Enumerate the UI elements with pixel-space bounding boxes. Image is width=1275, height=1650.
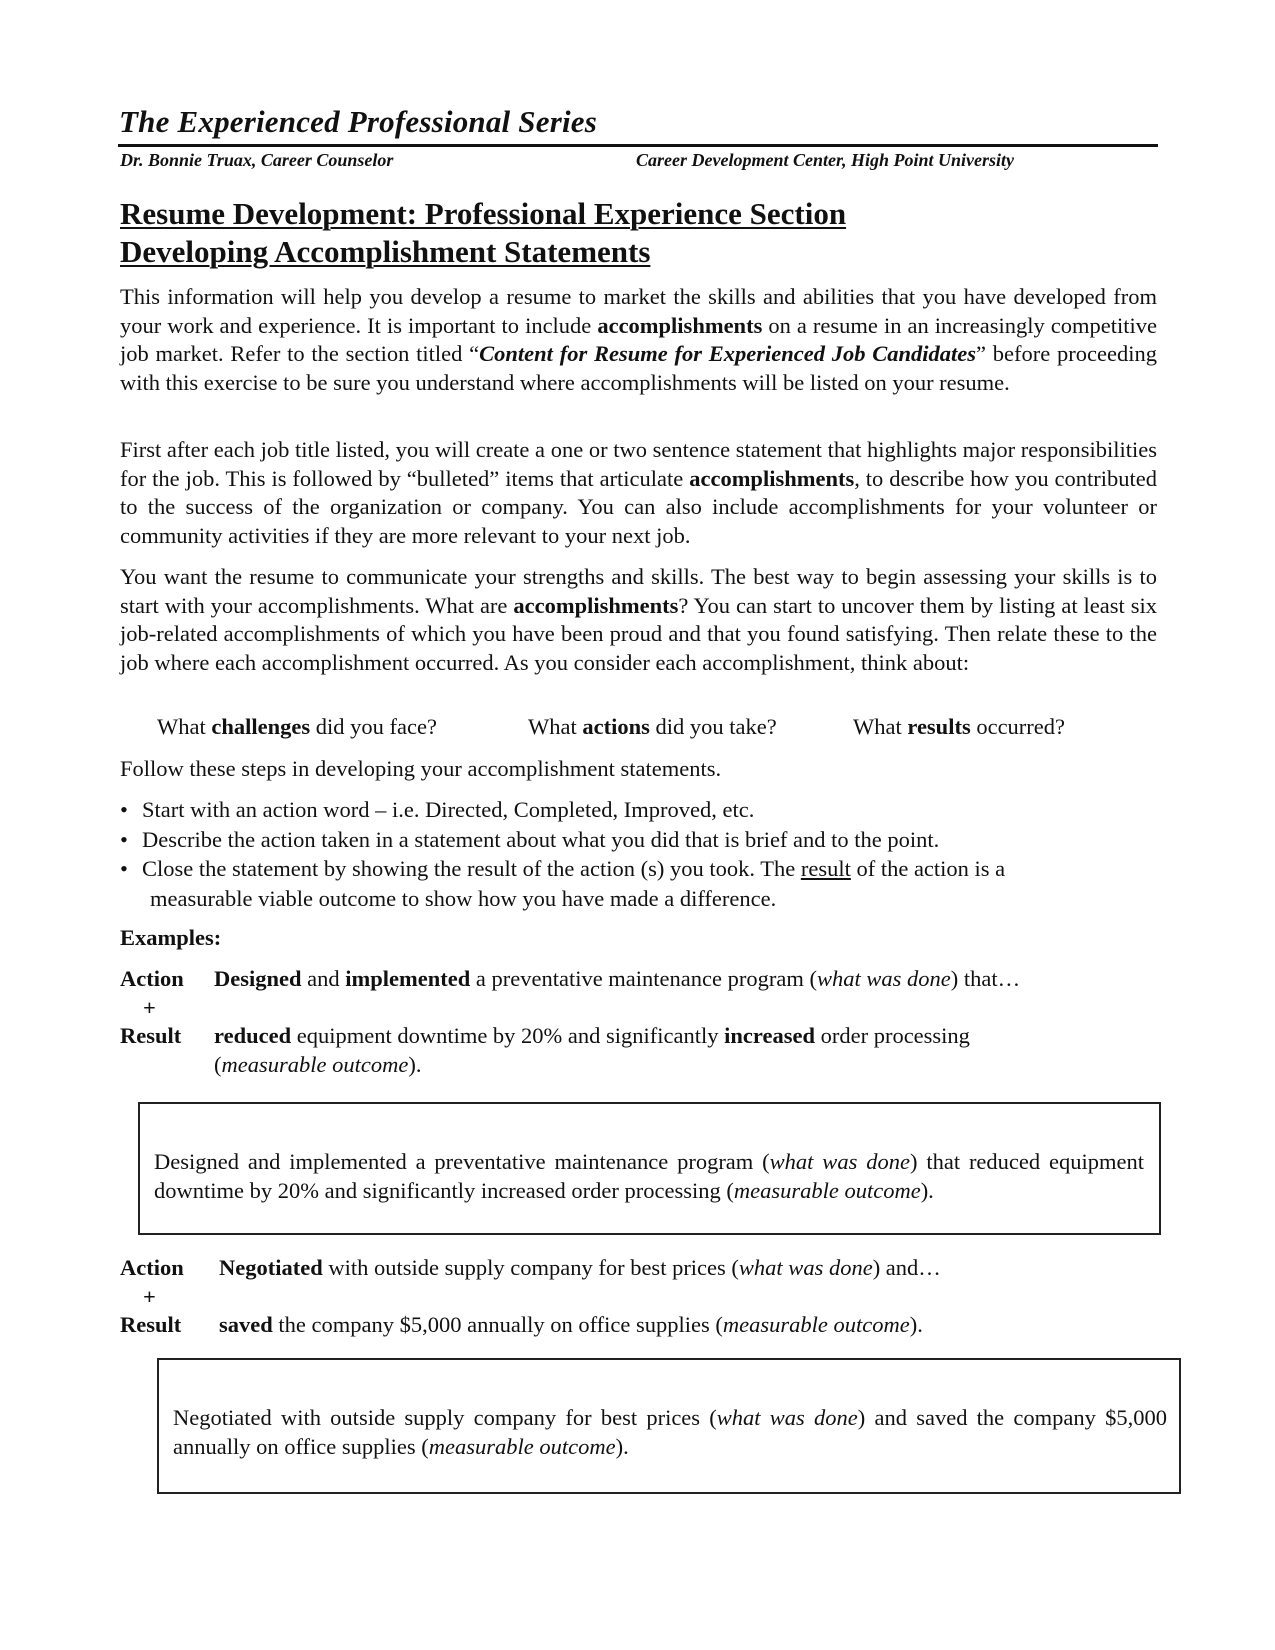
text: did you face? bbox=[310, 714, 437, 739]
text: ( bbox=[214, 1052, 222, 1077]
keyword: results bbox=[907, 714, 971, 739]
text: , to describe how you contributed to the success of the organization or company. You can also include accomplishments for your volunteer or community activities if they are more relevant to your next job. bbox=[120, 465, 1157, 548]
text: the company $5,000 annually on office supplies ( bbox=[272, 1312, 723, 1337]
list-item bbox=[120, 825, 1157, 855]
examples-label: Examples: bbox=[120, 925, 222, 950]
strengths-paragraph bbox=[120, 563, 1157, 677]
text: a preventative maintenance program ( bbox=[470, 966, 817, 991]
text: occurred? bbox=[970, 714, 1066, 739]
step-text: Close the statement by showing the result of the action (s) you took. The bbox=[142, 856, 801, 881]
example1-combined-box bbox=[138, 1102, 1161, 1235]
note: measurable outcome bbox=[722, 1312, 910, 1337]
page-title: Resume Development: Professional Experience Section bbox=[120, 196, 847, 231]
page-subtitle: Developing Accomplishment Statements bbox=[120, 234, 651, 269]
text: What bbox=[853, 714, 908, 739]
question-actions bbox=[528, 714, 777, 740]
combined-statement bbox=[154, 1147, 1144, 1205]
result-text bbox=[219, 1312, 923, 1338]
text: and bbox=[301, 966, 346, 991]
note: measurable outcome bbox=[221, 1052, 409, 1077]
text: ). bbox=[909, 1312, 923, 1337]
note: what was done bbox=[816, 966, 951, 991]
bullet-icon: • bbox=[120, 856, 128, 881]
text: ). bbox=[408, 1052, 422, 1077]
emphasis-accomplishments: accomplishments bbox=[689, 465, 855, 491]
text: did you take? bbox=[649, 714, 777, 739]
text: Negotiated with outside supply company for best prices ( bbox=[173, 1405, 717, 1430]
action-text bbox=[219, 1255, 941, 1281]
reflection-questions bbox=[0, 714, 1275, 744]
bullet-icon: • bbox=[120, 797, 128, 822]
text: What bbox=[528, 714, 583, 739]
result-text-continued bbox=[214, 1052, 421, 1078]
text: ) that reduced equipment downtime by 20% and significantly increased order processing ( bbox=[154, 1149, 1145, 1203]
text: equipment downtime by 20% and significantly bbox=[291, 1023, 725, 1048]
keyword: Designed bbox=[214, 966, 302, 991]
action-label: Action bbox=[120, 1255, 184, 1280]
intro-paragraph bbox=[120, 283, 1157, 397]
keyword: implemented bbox=[345, 966, 471, 991]
note: what was done bbox=[716, 1405, 858, 1430]
keyword: saved bbox=[219, 1312, 273, 1337]
job-title-paragraph bbox=[120, 436, 1157, 550]
action-label: Action bbox=[120, 966, 184, 991]
section-reference: Content for Resume for Experienced Job Candidates bbox=[479, 341, 977, 367]
series-title: The Experienced Professional Series bbox=[119, 104, 597, 139]
text: with outside supply company for best prices ( bbox=[322, 1255, 739, 1280]
text: on a resume in an increasingly competitive job market. Refer to the section titled “ bbox=[120, 312, 1157, 367]
text: ) and saved the company $5,000 annually on office supplies ( bbox=[173, 1405, 1167, 1459]
keyword: actions bbox=[582, 714, 650, 739]
emphasis-accomplishments: accomplishments bbox=[597, 312, 763, 338]
text: ). bbox=[920, 1178, 934, 1203]
keyword: reduced bbox=[214, 1023, 292, 1048]
text: What bbox=[157, 714, 212, 739]
question-results bbox=[853, 714, 1065, 740]
result-label: Result bbox=[120, 1023, 182, 1048]
text: You want the resume to communicate your strengths and skills. The best way to begin assessing your skills is to start with your accomplishments. What are bbox=[120, 564, 1157, 618]
text: ? You can start to uncover them by listing at least six job-related accomplishments of which you have been proud and that you found satisfying. Then relate these to the job where each accomplishment occurred. As you consider each accomplishment, think about: bbox=[120, 592, 1157, 675]
action-text bbox=[214, 966, 1020, 992]
steps-intro: Follow these steps in developing your accomplishment statements. bbox=[120, 756, 722, 781]
emphasis-accomplishments: accomplishments bbox=[513, 592, 679, 618]
note: what was done bbox=[769, 1149, 910, 1174]
example2-combined-box bbox=[157, 1358, 1181, 1494]
bullet-icon: • bbox=[120, 826, 128, 852]
text: First after each job title listed, you will create a one or two sentence statement that highlights major responsibilities for the job. This is followed by “bulleted” items that articulate bbox=[120, 437, 1157, 491]
text: Designed and implemented a preventative maintenance program ( bbox=[154, 1149, 770, 1174]
text: ). bbox=[615, 1434, 629, 1459]
plus-sign: + bbox=[143, 995, 156, 1020]
text: ” before proceeding with this exercise to be sure you understand where accomplishments will be listed on your resume. bbox=[120, 341, 1157, 395]
step-text-continued: measurable viable outcome to show how you have made a difference. bbox=[150, 885, 777, 911]
result-label: Result bbox=[120, 1312, 182, 1337]
text: ) and… bbox=[872, 1255, 941, 1280]
header-rule bbox=[118, 144, 1158, 147]
combined-statement bbox=[173, 1403, 1167, 1461]
text: ) that… bbox=[950, 966, 1021, 991]
note: what was done bbox=[738, 1255, 873, 1280]
steps-list bbox=[120, 795, 1157, 913]
note: measurable outcome bbox=[428, 1434, 616, 1459]
step-text: of the action is a bbox=[850, 856, 1006, 881]
note: measurable outcome bbox=[733, 1178, 921, 1203]
underlined-result: result bbox=[800, 856, 851, 881]
step-text: Describe the action taken in a statement about what you did that is brief and to the point. bbox=[142, 826, 940, 852]
keyword: Negotiated bbox=[219, 1255, 323, 1280]
list-item bbox=[120, 795, 1157, 825]
list-item bbox=[120, 854, 1157, 913]
question-challenges bbox=[157, 714, 437, 740]
result-text bbox=[214, 1023, 970, 1049]
step-text: Start with an action word – i.e. Directed, Completed, Improved, etc. bbox=[142, 797, 755, 822]
keyword: challenges bbox=[211, 714, 311, 739]
plus-sign: + bbox=[143, 1284, 156, 1309]
keyword: increased bbox=[724, 1023, 815, 1048]
text: This information will help you develop a resume to market the skills and abilities that you have developed from your work and experience. It is important to include bbox=[120, 284, 1157, 338]
author-byline: Dr. Bonnie Truax, Career Counselor bbox=[120, 150, 394, 170]
text: order processing bbox=[814, 1023, 970, 1048]
organization-byline: Career Development Center, High Point University bbox=[636, 150, 1014, 170]
